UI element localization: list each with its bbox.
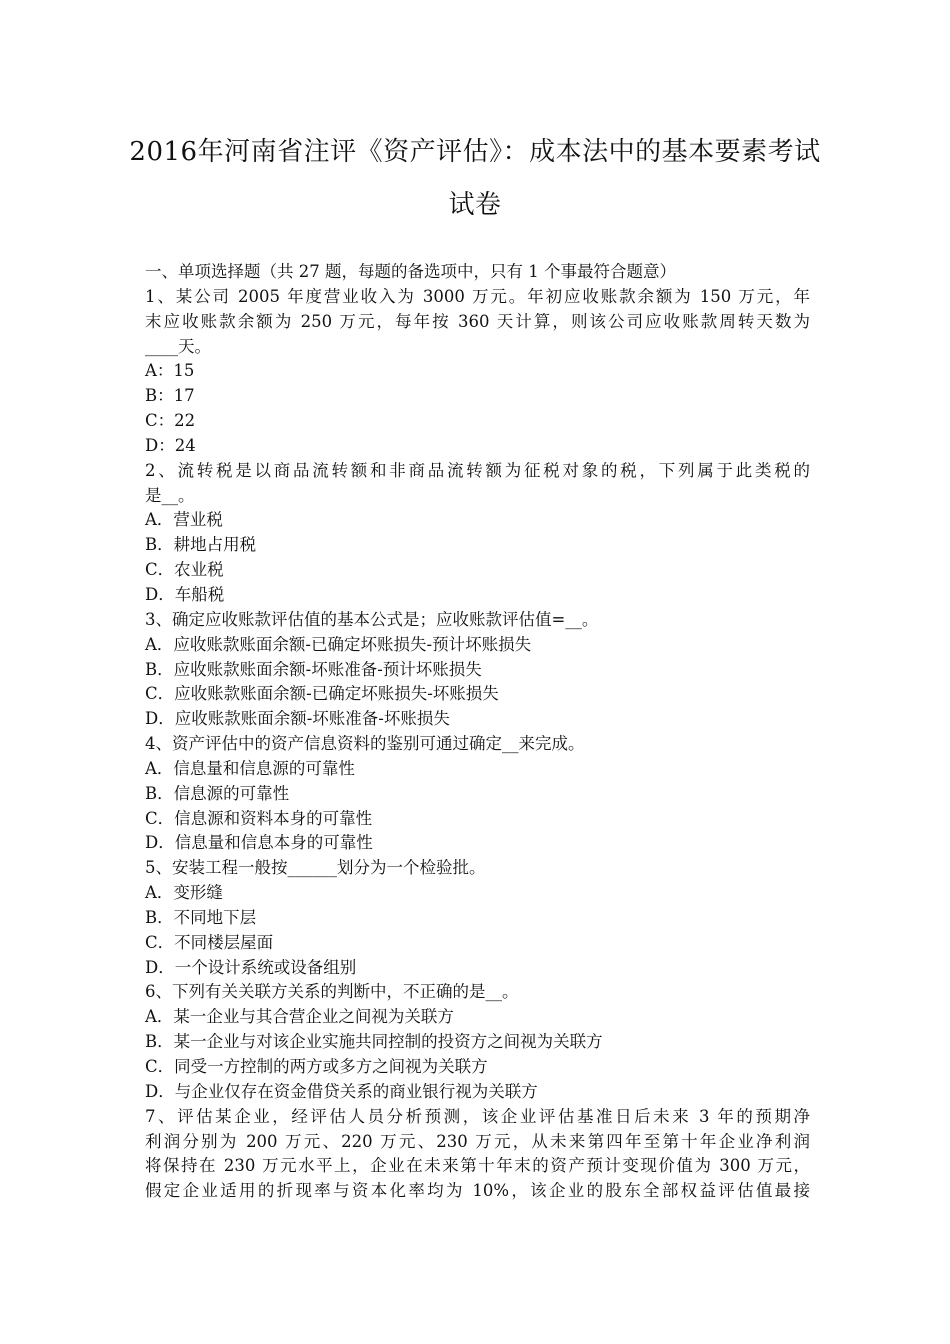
text-line: D．与企业仅存在资金借贷关系的商业银行视为关联方 [145,1081,538,1101]
text-line: B：17 [145,386,195,406]
text-line: 利润分别为 200 万元、220 万元、230 万元，从未来第四年至第十年企业净利润 [145,1131,810,1151]
document-body [145,260,810,1204]
text-line: A．应收账款账面余额-已确定坏账损失-预计坏账损失 [145,634,532,654]
text-line: A．某一企业与其合营企业之间视为关联方 [145,1007,454,1027]
text-line: A．信息量和信息源的可靠性 [145,758,355,778]
document-title-line-2: 试卷 [448,190,502,220]
text-line: D：24 [145,435,196,455]
text-line: A．营业税 [145,510,223,530]
text-line: 3、确定应收账款评估值的基本公式是；应收账款评估值=__。 [145,609,599,629]
text-line: A：15 [145,361,195,381]
text-line: B．不同地下层 [145,907,257,927]
text-line: C．不同楼层屋面 [145,932,274,952]
text-line: B．耕地占用税 [145,535,257,555]
text-line: 1、某公司 2005 年度营业收入为 3000 万元。年初应收账款余额为 150 万元，年 [145,286,810,306]
text-line: C：22 [145,411,196,431]
text-line: C．农业税 [145,560,224,580]
text-line: 一、单项选择题（共 27 题，每题的备选项中，只有 1 个事最符合题意） [145,262,676,281]
text-line: C．信息源和资料本身的可靠性 [145,808,373,828]
text-line: 5、安装工程一般按______划分为一个检验批。 [145,858,486,878]
text-line: 7、评估某企业，经评估人员分析预测，该企业评估基准日后未来 3 年的预期净 [145,1106,810,1126]
text-line: D．应收账款账面余额-坏账准备-坏账损失 [145,709,450,729]
text-line: 6、下列有关关联方关系的判断中，不正确的是__。 [145,982,519,1002]
text-line: A．变形缝 [145,883,223,903]
text-line: 末应收账款余额为 250 万元，每年按 360 天计算，则该公司应收账款周转天数为 [145,311,810,331]
text-line: B．信息源的可靠性 [145,783,290,803]
document-title-line-1: 2016年河南省注评《资产评估》：成本法中的基本要素考试 [129,137,821,167]
text-line: 2、流转税是以商品流转额和非商品流转额为征税对象的税，下列属于此类税的 [145,460,810,480]
text-line: D．信息量和信息本身的可靠性 [145,833,373,853]
text-line: D．一个设计系统或设备组别 [145,957,357,977]
text-line: C．同受一方控制的两方或多方之间视为关联方 [145,1057,488,1076]
text-line: 4、资产评估中的资产信息资料的鉴别可通过确定__来完成。 [145,734,585,754]
text-line: ____天。 [145,336,211,356]
text-line: B．某一企业与对该企业实施共同控制的投资方之间视为关联方 [145,1032,603,1052]
text-line: 假定企业适用的折现率与资本化率均为 10%，该企业的股东全部权益评估值最接 [145,1181,810,1201]
text-line: 将保持在 230 万元水平上，企业在未来第十年末的资产预计变现价值为 300 万元， [145,1156,810,1176]
text-line: D．车船税 [145,584,225,604]
text-line: 是__。 [145,485,195,505]
text-line: B．应收账款账面余额-坏账准备-预计坏账损失 [145,659,482,679]
text-line: C．应收账款账面余额-已确定坏账损失-坏账损失 [145,684,499,704]
